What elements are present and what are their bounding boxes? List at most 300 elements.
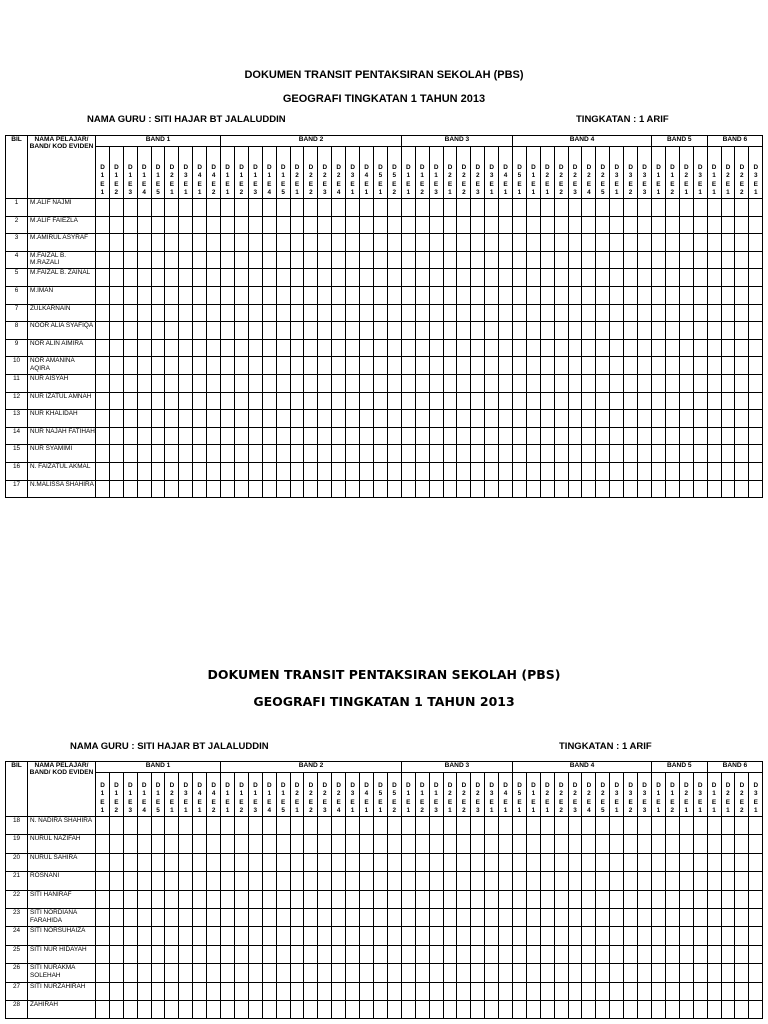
- score-cell[interactable]: [276, 908, 290, 926]
- score-cell[interactable]: [721, 908, 735, 926]
- score-cell[interactable]: [693, 835, 707, 853]
- score-cell[interactable]: [262, 890, 276, 908]
- score-cell[interactable]: [610, 927, 624, 945]
- score-cell[interactable]: [735, 853, 749, 871]
- score-cell[interactable]: [652, 1000, 666, 1018]
- score-cell[interactable]: [193, 1000, 207, 1018]
- score-cell[interactable]: [610, 872, 624, 890]
- score-cell[interactable]: [693, 982, 707, 1000]
- score-cell[interactable]: [248, 945, 262, 963]
- score-cell[interactable]: [360, 982, 374, 1000]
- score-cell[interactable]: [596, 927, 610, 945]
- score-cell[interactable]: [735, 927, 749, 945]
- score-cell[interactable]: [707, 853, 721, 871]
- score-cell[interactable]: [193, 890, 207, 908]
- score-cell[interactable]: [401, 964, 415, 982]
- score-cell[interactable]: [429, 982, 443, 1000]
- score-cell[interactable]: [721, 890, 735, 908]
- score-cell[interactable]: [262, 853, 276, 871]
- score-cell[interactable]: [290, 927, 304, 945]
- score-cell[interactable]: [221, 835, 235, 853]
- score-cell[interactable]: [179, 853, 193, 871]
- score-cell[interactable]: [707, 1000, 721, 1018]
- score-cell[interactable]: [401, 853, 415, 871]
- score-cell[interactable]: [610, 835, 624, 853]
- score-cell[interactable]: [721, 927, 735, 945]
- score-cell[interactable]: [123, 964, 137, 982]
- score-cell[interactable]: [596, 908, 610, 926]
- score-cell[interactable]: [665, 908, 679, 926]
- score-cell[interactable]: [360, 908, 374, 926]
- score-cell[interactable]: [485, 835, 499, 853]
- score-cell[interactable]: [693, 964, 707, 982]
- score-cell[interactable]: [652, 927, 666, 945]
- score-cell[interactable]: [290, 872, 304, 890]
- score-cell[interactable]: [665, 853, 679, 871]
- score-cell[interactable]: [749, 890, 763, 908]
- score-cell[interactable]: [248, 853, 262, 871]
- score-cell[interactable]: [443, 927, 457, 945]
- score-cell[interactable]: [429, 945, 443, 963]
- score-cell[interactable]: [707, 964, 721, 982]
- score-cell[interactable]: [471, 927, 485, 945]
- score-cell[interactable]: [276, 853, 290, 871]
- score-cell[interactable]: [165, 853, 179, 871]
- score-cell[interactable]: [304, 835, 318, 853]
- score-cell[interactable]: [96, 835, 110, 853]
- score-cell[interactable]: [429, 853, 443, 871]
- score-cell[interactable]: [304, 853, 318, 871]
- score-cell[interactable]: [499, 853, 513, 871]
- score-cell[interactable]: [554, 927, 568, 945]
- score-cell[interactable]: [610, 1000, 624, 1018]
- score-cell[interactable]: [513, 835, 527, 853]
- score-cell[interactable]: [596, 1000, 610, 1018]
- score-cell[interactable]: [652, 835, 666, 853]
- score-cell[interactable]: [554, 835, 568, 853]
- score-cell[interactable]: [262, 982, 276, 1000]
- score-cell[interactable]: [401, 982, 415, 1000]
- score-cell[interactable]: [318, 817, 332, 835]
- score-cell[interactable]: [443, 964, 457, 982]
- score-cell[interactable]: [165, 945, 179, 963]
- score-cell[interactable]: [665, 964, 679, 982]
- score-cell[interactable]: [235, 945, 249, 963]
- score-cell[interactable]: [221, 817, 235, 835]
- score-cell[interactable]: [96, 890, 110, 908]
- score-cell[interactable]: [415, 853, 429, 871]
- score-cell[interactable]: [471, 964, 485, 982]
- score-cell[interactable]: [749, 945, 763, 963]
- score-cell[interactable]: [415, 908, 429, 926]
- score-cell[interactable]: [679, 908, 693, 926]
- score-cell[interactable]: [596, 964, 610, 982]
- score-cell[interactable]: [207, 890, 221, 908]
- score-cell[interactable]: [568, 1000, 582, 1018]
- score-cell[interactable]: [721, 982, 735, 1000]
- score-cell[interactable]: [373, 817, 387, 835]
- score-cell[interactable]: [693, 908, 707, 926]
- score-cell[interactable]: [471, 872, 485, 890]
- score-cell[interactable]: [707, 817, 721, 835]
- score-cell[interactable]: [248, 817, 262, 835]
- score-cell[interactable]: [137, 890, 151, 908]
- score-cell[interactable]: [151, 964, 165, 982]
- score-cell[interactable]: [568, 872, 582, 890]
- score-cell[interactable]: [221, 853, 235, 871]
- score-cell[interactable]: [318, 927, 332, 945]
- score-cell[interactable]: [290, 945, 304, 963]
- score-cell[interactable]: [248, 927, 262, 945]
- score-cell[interactable]: [248, 908, 262, 926]
- score-cell[interactable]: [318, 945, 332, 963]
- score-cell[interactable]: [387, 908, 401, 926]
- score-cell[interactable]: [401, 890, 415, 908]
- score-cell[interactable]: [624, 853, 638, 871]
- score-cell[interactable]: [221, 982, 235, 1000]
- score-cell[interactable]: [652, 964, 666, 982]
- score-cell[interactable]: [221, 872, 235, 890]
- score-cell[interactable]: [735, 890, 749, 908]
- score-cell[interactable]: [262, 945, 276, 963]
- score-cell[interactable]: [415, 1000, 429, 1018]
- score-cell[interactable]: [624, 1000, 638, 1018]
- score-cell[interactable]: [318, 982, 332, 1000]
- score-cell[interactable]: [679, 964, 693, 982]
- score-cell[interactable]: [721, 835, 735, 853]
- score-cell[interactable]: [624, 927, 638, 945]
- score-cell[interactable]: [165, 1000, 179, 1018]
- score-cell[interactable]: [318, 872, 332, 890]
- score-cell[interactable]: [304, 817, 318, 835]
- score-cell[interactable]: [679, 982, 693, 1000]
- score-cell[interactable]: [235, 817, 249, 835]
- score-cell[interactable]: [693, 853, 707, 871]
- score-cell[interactable]: [109, 853, 123, 871]
- score-cell[interactable]: [582, 1000, 596, 1018]
- score-cell[interactable]: [596, 982, 610, 1000]
- score-cell[interactable]: [151, 853, 165, 871]
- score-cell[interactable]: [540, 1000, 554, 1018]
- score-cell[interactable]: [137, 908, 151, 926]
- score-cell[interactable]: [526, 1000, 540, 1018]
- score-cell[interactable]: [693, 817, 707, 835]
- score-cell[interactable]: [109, 908, 123, 926]
- score-cell[interactable]: [387, 1000, 401, 1018]
- score-cell[interactable]: [123, 835, 137, 853]
- score-cell[interactable]: [415, 964, 429, 982]
- score-cell[interactable]: [276, 982, 290, 1000]
- score-cell[interactable]: [429, 908, 443, 926]
- score-cell[interactable]: [401, 817, 415, 835]
- score-cell[interactable]: [624, 872, 638, 890]
- score-cell[interactable]: [471, 890, 485, 908]
- score-cell[interactable]: [415, 982, 429, 1000]
- score-cell[interactable]: [540, 817, 554, 835]
- score-cell[interactable]: [360, 927, 374, 945]
- score-cell[interactable]: [485, 982, 499, 1000]
- score-cell[interactable]: [207, 1000, 221, 1018]
- score-cell[interactable]: [429, 1000, 443, 1018]
- score-cell[interactable]: [485, 1000, 499, 1018]
- score-cell[interactable]: [332, 872, 346, 890]
- score-cell[interactable]: [415, 945, 429, 963]
- score-cell[interactable]: [749, 853, 763, 871]
- score-cell[interactable]: [499, 817, 513, 835]
- score-cell[interactable]: [96, 1000, 110, 1018]
- score-cell[interactable]: [429, 835, 443, 853]
- score-cell[interactable]: [443, 1000, 457, 1018]
- score-cell[interactable]: [721, 872, 735, 890]
- score-cell[interactable]: [485, 927, 499, 945]
- score-cell[interactable]: [443, 817, 457, 835]
- score-cell[interactable]: [721, 817, 735, 835]
- score-cell[interactable]: [235, 853, 249, 871]
- score-cell[interactable]: [401, 1000, 415, 1018]
- score-cell[interactable]: [526, 835, 540, 853]
- score-cell[interactable]: [109, 835, 123, 853]
- score-cell[interactable]: [471, 835, 485, 853]
- score-cell[interactable]: [554, 1000, 568, 1018]
- score-cell[interactable]: [638, 1000, 652, 1018]
- score-cell[interactable]: [499, 908, 513, 926]
- score-cell[interactable]: [332, 890, 346, 908]
- score-cell[interactable]: [665, 982, 679, 1000]
- score-cell[interactable]: [443, 835, 457, 853]
- score-cell[interactable]: [262, 817, 276, 835]
- score-cell[interactable]: [540, 908, 554, 926]
- score-cell[interactable]: [248, 1000, 262, 1018]
- score-cell[interactable]: [151, 872, 165, 890]
- score-cell[interactable]: [540, 982, 554, 1000]
- score-cell[interactable]: [568, 853, 582, 871]
- score-cell[interactable]: [373, 982, 387, 1000]
- score-cell[interactable]: [415, 835, 429, 853]
- score-cell[interactable]: [235, 927, 249, 945]
- score-cell[interactable]: [290, 1000, 304, 1018]
- score-cell[interactable]: [346, 872, 360, 890]
- score-cell[interactable]: [513, 890, 527, 908]
- score-cell[interactable]: [165, 890, 179, 908]
- score-cell[interactable]: [568, 982, 582, 1000]
- score-cell[interactable]: [624, 908, 638, 926]
- score-cell[interactable]: [318, 964, 332, 982]
- score-cell[interactable]: [318, 835, 332, 853]
- score-cell[interactable]: [582, 817, 596, 835]
- score-cell[interactable]: [235, 964, 249, 982]
- score-cell[interactable]: [235, 872, 249, 890]
- score-cell[interactable]: [499, 945, 513, 963]
- score-cell[interactable]: [193, 835, 207, 853]
- score-cell[interactable]: [193, 927, 207, 945]
- score-cell[interactable]: [624, 964, 638, 982]
- score-cell[interactable]: [207, 964, 221, 982]
- score-cell[interactable]: [207, 908, 221, 926]
- score-cell[interactable]: [735, 835, 749, 853]
- score-cell[interactable]: [179, 817, 193, 835]
- score-cell[interactable]: [123, 890, 137, 908]
- score-cell[interactable]: [596, 853, 610, 871]
- score-cell[interactable]: [387, 835, 401, 853]
- score-cell[interactable]: [221, 908, 235, 926]
- score-cell[interactable]: [735, 964, 749, 982]
- score-cell[interactable]: [96, 872, 110, 890]
- score-cell[interactable]: [513, 872, 527, 890]
- score-cell[interactable]: [137, 835, 151, 853]
- score-cell[interactable]: [707, 872, 721, 890]
- score-cell[interactable]: [693, 890, 707, 908]
- score-cell[interactable]: [151, 890, 165, 908]
- score-cell[interactable]: [526, 817, 540, 835]
- score-cell[interactable]: [513, 945, 527, 963]
- score-cell[interactable]: [471, 945, 485, 963]
- score-cell[interactable]: [457, 835, 471, 853]
- score-cell[interactable]: [652, 853, 666, 871]
- score-cell[interactable]: [554, 945, 568, 963]
- score-cell[interactable]: [248, 982, 262, 1000]
- score-cell[interactable]: [457, 890, 471, 908]
- score-cell[interactable]: [373, 964, 387, 982]
- score-cell[interactable]: [665, 1000, 679, 1018]
- score-cell[interactable]: [485, 853, 499, 871]
- score-cell[interactable]: [457, 927, 471, 945]
- score-cell[interactable]: [262, 908, 276, 926]
- score-cell[interactable]: [513, 817, 527, 835]
- score-cell[interactable]: [499, 982, 513, 1000]
- score-cell[interactable]: [526, 872, 540, 890]
- score-cell[interactable]: [485, 964, 499, 982]
- score-cell[interactable]: [624, 835, 638, 853]
- score-cell[interactable]: [471, 1000, 485, 1018]
- score-cell[interactable]: [721, 1000, 735, 1018]
- score-cell[interactable]: [262, 1000, 276, 1018]
- score-cell[interactable]: [665, 927, 679, 945]
- score-cell[interactable]: [262, 964, 276, 982]
- score-cell[interactable]: [373, 872, 387, 890]
- score-cell[interactable]: [596, 817, 610, 835]
- score-cell[interactable]: [429, 927, 443, 945]
- score-cell[interactable]: [610, 817, 624, 835]
- score-cell[interactable]: [513, 853, 527, 871]
- score-cell[interactable]: [96, 964, 110, 982]
- score-cell[interactable]: [109, 872, 123, 890]
- score-cell[interactable]: [165, 835, 179, 853]
- score-cell[interactable]: [248, 872, 262, 890]
- score-cell[interactable]: [749, 835, 763, 853]
- score-cell[interactable]: [679, 853, 693, 871]
- score-cell[interactable]: [457, 872, 471, 890]
- score-cell[interactable]: [373, 1000, 387, 1018]
- score-cell[interactable]: [693, 1000, 707, 1018]
- score-cell[interactable]: [638, 964, 652, 982]
- score-cell[interactable]: [513, 1000, 527, 1018]
- score-cell[interactable]: [443, 890, 457, 908]
- score-cell[interactable]: [373, 853, 387, 871]
- score-cell[interactable]: [332, 964, 346, 982]
- score-cell[interactable]: [123, 872, 137, 890]
- score-cell[interactable]: [248, 890, 262, 908]
- score-cell[interactable]: [568, 817, 582, 835]
- score-cell[interactable]: [401, 945, 415, 963]
- score-cell[interactable]: [610, 853, 624, 871]
- score-cell[interactable]: [401, 872, 415, 890]
- score-cell[interactable]: [123, 817, 137, 835]
- score-cell[interactable]: [457, 817, 471, 835]
- score-cell[interactable]: [638, 817, 652, 835]
- score-cell[interactable]: [568, 964, 582, 982]
- score-cell[interactable]: [429, 872, 443, 890]
- score-cell[interactable]: [652, 982, 666, 1000]
- score-cell[interactable]: [318, 908, 332, 926]
- score-cell[interactable]: [387, 872, 401, 890]
- score-cell[interactable]: [221, 927, 235, 945]
- score-cell[interactable]: [540, 872, 554, 890]
- score-cell[interactable]: [332, 853, 346, 871]
- score-cell[interactable]: [568, 927, 582, 945]
- score-cell[interactable]: [137, 817, 151, 835]
- score-cell[interactable]: [179, 890, 193, 908]
- score-cell[interactable]: [513, 927, 527, 945]
- score-cell[interactable]: [373, 890, 387, 908]
- score-cell[interactable]: [137, 853, 151, 871]
- score-cell[interactable]: [415, 872, 429, 890]
- score-cell[interactable]: [387, 890, 401, 908]
- score-cell[interactable]: [652, 817, 666, 835]
- score-cell[interactable]: [721, 964, 735, 982]
- score-cell[interactable]: [179, 945, 193, 963]
- score-cell[interactable]: [96, 945, 110, 963]
- score-cell[interactable]: [582, 945, 596, 963]
- score-cell[interactable]: [276, 872, 290, 890]
- score-cell[interactable]: [123, 908, 137, 926]
- score-cell[interactable]: [207, 927, 221, 945]
- score-cell[interactable]: [735, 908, 749, 926]
- score-cell[interactable]: [638, 835, 652, 853]
- score-cell[interactable]: [193, 945, 207, 963]
- score-cell[interactable]: [96, 853, 110, 871]
- score-cell[interactable]: [165, 872, 179, 890]
- score-cell[interactable]: [151, 817, 165, 835]
- score-cell[interactable]: [540, 927, 554, 945]
- score-cell[interactable]: [276, 835, 290, 853]
- score-cell[interactable]: [540, 945, 554, 963]
- score-cell[interactable]: [443, 872, 457, 890]
- score-cell[interactable]: [235, 908, 249, 926]
- score-cell[interactable]: [568, 945, 582, 963]
- score-cell[interactable]: [137, 945, 151, 963]
- score-cell[interactable]: [373, 908, 387, 926]
- score-cell[interactable]: [596, 945, 610, 963]
- score-cell[interactable]: [137, 872, 151, 890]
- score-cell[interactable]: [304, 1000, 318, 1018]
- score-cell[interactable]: [540, 964, 554, 982]
- score-cell[interactable]: [109, 1000, 123, 1018]
- score-cell[interactable]: [304, 982, 318, 1000]
- score-cell[interactable]: [332, 927, 346, 945]
- score-cell[interactable]: [96, 927, 110, 945]
- score-cell[interactable]: [346, 982, 360, 1000]
- score-cell[interactable]: [582, 927, 596, 945]
- score-cell[interactable]: [554, 890, 568, 908]
- score-cell[interactable]: [235, 982, 249, 1000]
- score-cell[interactable]: [652, 890, 666, 908]
- score-cell[interactable]: [332, 945, 346, 963]
- score-cell[interactable]: [179, 835, 193, 853]
- score-cell[interactable]: [137, 1000, 151, 1018]
- score-cell[interactable]: [471, 853, 485, 871]
- score-cell[interactable]: [151, 908, 165, 926]
- score-cell[interactable]: [262, 872, 276, 890]
